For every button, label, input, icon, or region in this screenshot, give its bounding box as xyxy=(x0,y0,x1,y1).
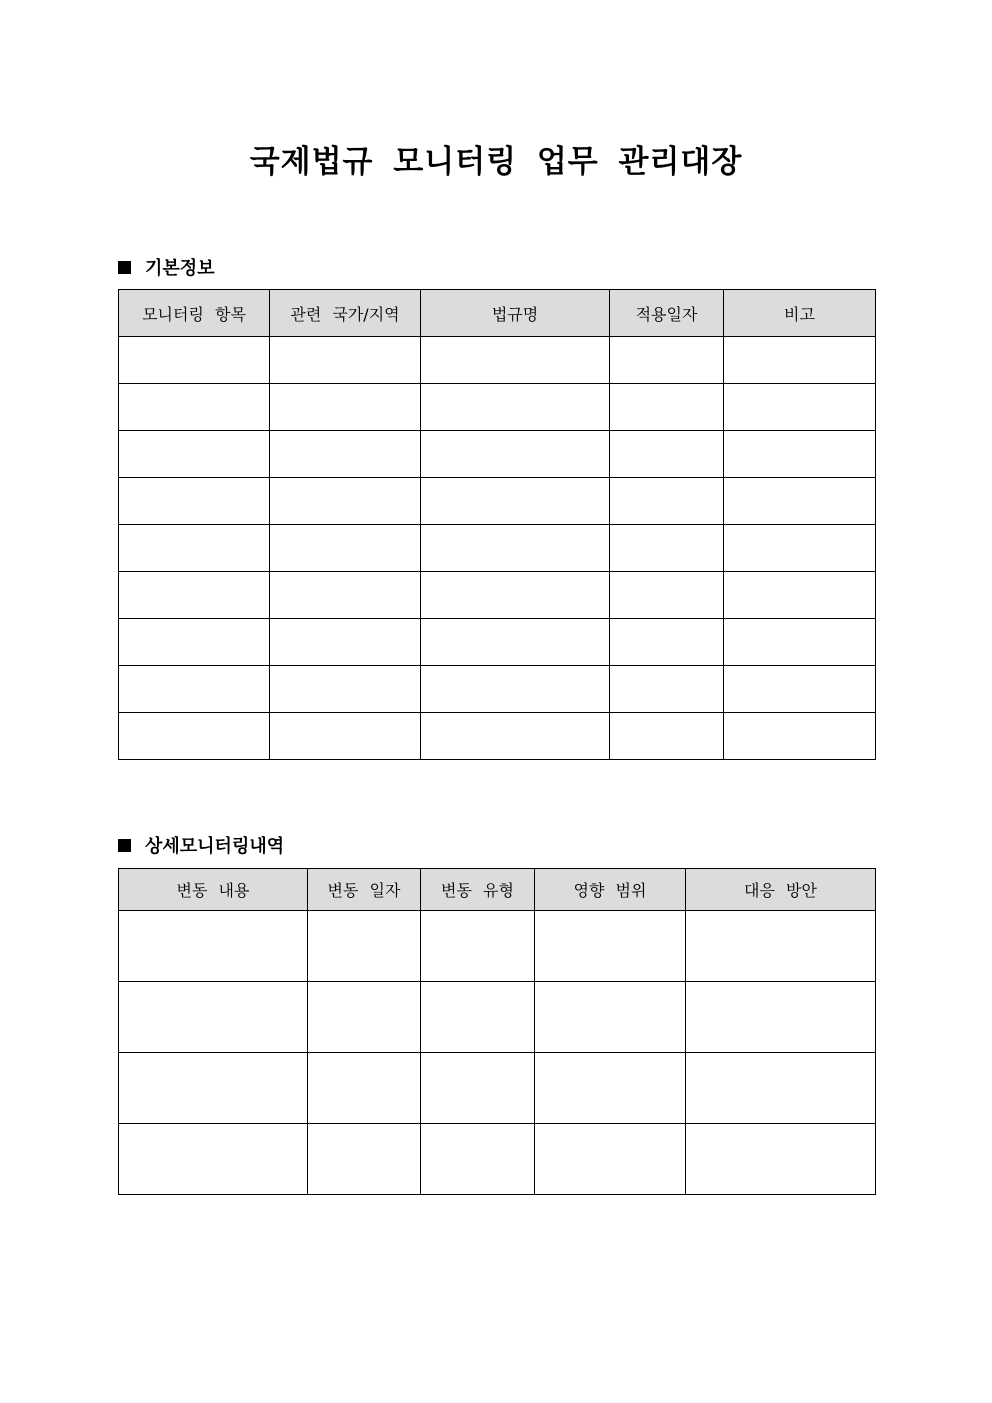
table-cell[interactable] xyxy=(421,572,610,619)
table-cell[interactable] xyxy=(421,982,535,1053)
table-cell[interactable] xyxy=(686,1124,876,1195)
table-cell[interactable] xyxy=(610,572,724,619)
column-header: 관련 국가/지역 xyxy=(270,290,421,337)
table-cell[interactable] xyxy=(421,478,610,525)
table-cell[interactable] xyxy=(610,431,724,478)
black-square-icon xyxy=(118,261,131,274)
table-cell[interactable] xyxy=(724,431,876,478)
table-cell[interactable] xyxy=(308,1053,421,1124)
table-cell[interactable] xyxy=(421,619,610,666)
table-cell[interactable] xyxy=(270,572,421,619)
table-cell[interactable] xyxy=(724,384,876,431)
table-cell[interactable] xyxy=(421,384,610,431)
table-row xyxy=(119,911,876,982)
table-row xyxy=(119,713,876,760)
table-row xyxy=(119,431,876,478)
table-cell[interactable] xyxy=(308,911,421,982)
table-cell[interactable] xyxy=(119,911,308,982)
column-header: 영향 범위 xyxy=(535,869,686,911)
table-cell[interactable] xyxy=(610,337,724,384)
table-cell[interactable] xyxy=(119,1124,308,1195)
table-cell[interactable] xyxy=(535,911,686,982)
table-cell[interactable] xyxy=(119,384,270,431)
table-row xyxy=(119,619,876,666)
table-cell[interactable] xyxy=(421,1124,535,1195)
table-cell[interactable] xyxy=(119,666,270,713)
table-cell[interactable] xyxy=(270,478,421,525)
table-cell[interactable] xyxy=(610,713,724,760)
table-cell[interactable] xyxy=(270,666,421,713)
table-cell[interactable] xyxy=(270,713,421,760)
table-cell[interactable] xyxy=(119,713,270,760)
table-cell[interactable] xyxy=(421,525,610,572)
table-cell[interactable] xyxy=(119,478,270,525)
table-cell[interactable] xyxy=(119,525,270,572)
table-cell[interactable] xyxy=(119,431,270,478)
table-cell[interactable] xyxy=(535,1124,686,1195)
table-cell[interactable] xyxy=(610,666,724,713)
table-cell[interactable] xyxy=(308,982,421,1053)
table-row xyxy=(119,1053,876,1124)
table-row xyxy=(119,1124,876,1195)
section-heading-label: 기본정보 xyxy=(145,258,215,279)
column-header: 법규명 xyxy=(421,290,610,337)
table-row xyxy=(119,525,876,572)
black-square-icon xyxy=(118,839,131,852)
table-cell[interactable] xyxy=(270,619,421,666)
table-cell[interactable] xyxy=(421,911,535,982)
table-cell[interactable] xyxy=(724,619,876,666)
section-heading-basic-info xyxy=(118,254,215,280)
table-cell[interactable] xyxy=(421,666,610,713)
table-row xyxy=(119,478,876,525)
table-cell[interactable] xyxy=(535,982,686,1053)
table-header-row xyxy=(119,869,876,911)
table-row xyxy=(119,982,876,1053)
detail-monitoring-table xyxy=(118,868,876,1195)
table-cell[interactable] xyxy=(119,572,270,619)
table-cell[interactable] xyxy=(535,1053,686,1124)
document-title: 국제법규 모니터링 업무 관리대장 xyxy=(249,144,743,180)
table-cell[interactable] xyxy=(724,337,876,384)
column-header: 비고 xyxy=(724,290,876,337)
table-cell[interactable] xyxy=(610,384,724,431)
table-cell[interactable] xyxy=(724,713,876,760)
table-cell[interactable] xyxy=(686,1053,876,1124)
table-cell[interactable] xyxy=(610,525,724,572)
column-header: 모니터링 항목 xyxy=(119,290,270,337)
table-row xyxy=(119,666,876,713)
column-header: 적용일자 xyxy=(610,290,724,337)
column-header: 대응 방안 xyxy=(686,869,876,911)
column-header: 변동 유형 xyxy=(421,869,535,911)
table-cell[interactable] xyxy=(119,619,270,666)
table-cell[interactable] xyxy=(610,619,724,666)
table-cell[interactable] xyxy=(270,384,421,431)
table-cell[interactable] xyxy=(119,337,270,384)
section-heading-detail-monitoring xyxy=(118,832,284,858)
table-row xyxy=(119,337,876,384)
table-cell[interactable] xyxy=(421,713,610,760)
table-cell[interactable] xyxy=(686,982,876,1053)
table-cell[interactable] xyxy=(270,525,421,572)
basic-info-table xyxy=(118,289,876,760)
table-cell[interactable] xyxy=(421,337,610,384)
table-row xyxy=(119,384,876,431)
column-header: 변동 일자 xyxy=(308,869,421,911)
table-cell[interactable] xyxy=(270,337,421,384)
table-cell[interactable] xyxy=(270,431,421,478)
section-heading-label: 상세모니터링내역 xyxy=(145,836,285,857)
table-cell[interactable] xyxy=(308,1124,421,1195)
column-header: 변동 내용 xyxy=(119,869,308,911)
table-cell[interactable] xyxy=(421,1053,535,1124)
table-cell[interactable] xyxy=(421,431,610,478)
table-row xyxy=(119,572,876,619)
table-cell[interactable] xyxy=(724,525,876,572)
table-cell[interactable] xyxy=(686,911,876,982)
table-cell[interactable] xyxy=(724,572,876,619)
table-cell[interactable] xyxy=(119,1053,308,1124)
table-cell[interactable] xyxy=(119,982,308,1053)
table-cell[interactable] xyxy=(724,478,876,525)
table-cell[interactable] xyxy=(610,478,724,525)
table-header-row xyxy=(119,290,876,337)
table-cell[interactable] xyxy=(724,666,876,713)
